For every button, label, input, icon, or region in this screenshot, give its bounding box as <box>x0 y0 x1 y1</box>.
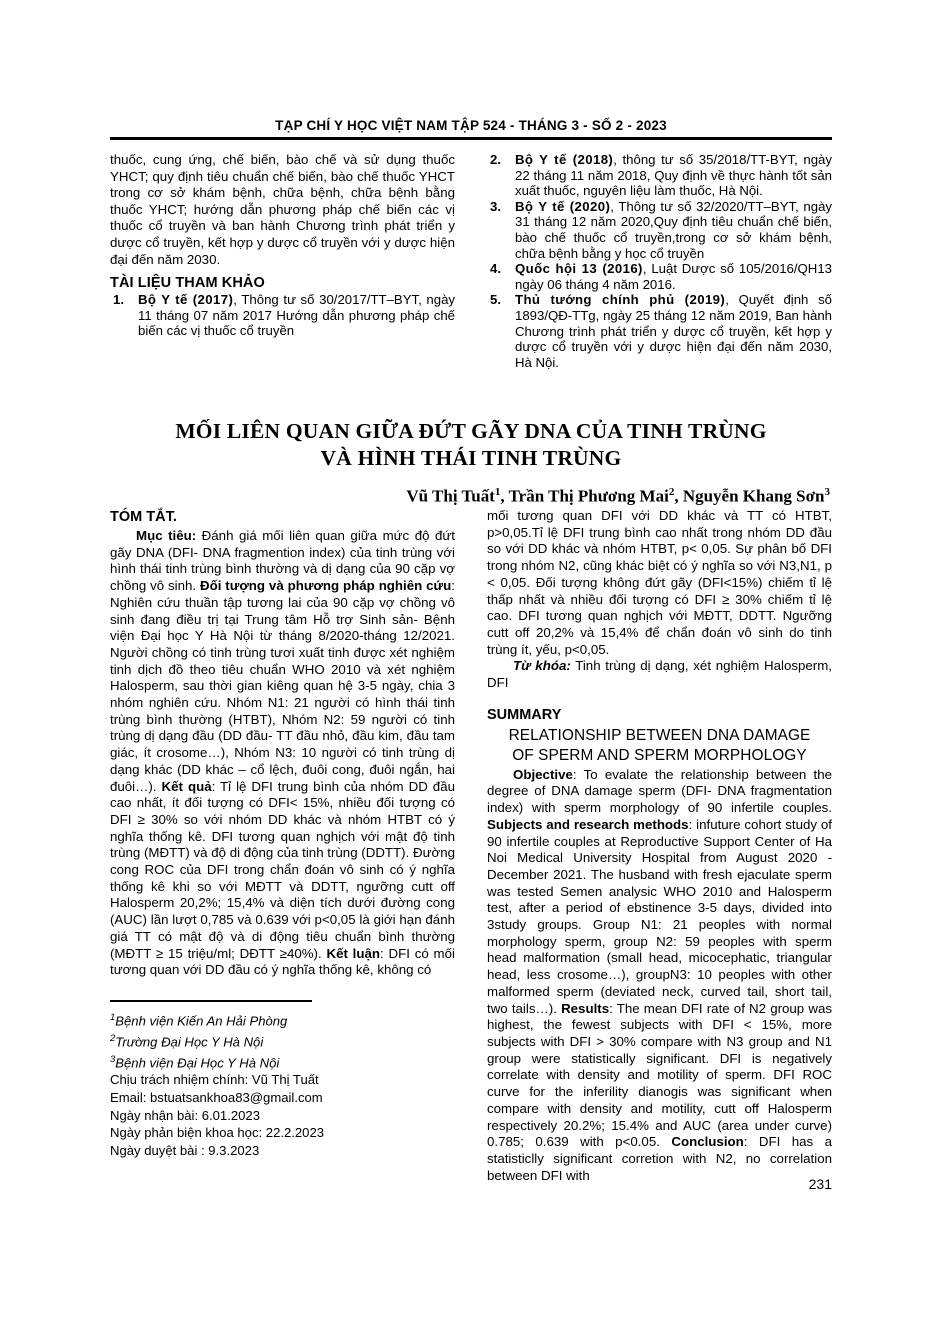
affiliation-1 <box>110 1009 455 1030</box>
affiliation-marker-2: 2 <box>110 1032 116 1044</box>
reference-detail: , Thông tư số 32/2020/TT–BYT, ngày 31 tháng 12 năm 2020,Quy định tiêu chuẩn chế biến, bào chế thuốc cổ truyền,trong cơ sở khám bệnh, chữa bệnh bằng y học cổ truyền <box>515 198 832 261</box>
reference-item <box>487 261 832 292</box>
continuation-paragraph: thuốc, cung ứng, chế biến, bào chế và sử dụng thuốc YHCT; quy định tiêu chuẩn chế biến, bào chế thuốc YHCT trong cơ sở khám bệnh, chữa bệnh, chữa bệnh bằng thuốc YHCT; hướng dẫn phương pháp chế biến các vị thuốc cổ truyền và ban hành Chương trình phát triển y dược cổ truyền, kết hợp y dược cổ truyền với y dược hiện đại đến năm 2030. <box>110 152 455 267</box>
affiliation-marker-1: 1 <box>110 1011 116 1023</box>
footnote-block <box>110 1000 455 1159</box>
reference-detail: , Thông tư số 30/2017/TT–BYT, ngày 11 tháng 07 năm 2017 Hướng dẫn phương pháp chế biến các vị thuốc cổ truyền <box>138 292 455 339</box>
text-results: : Tỉ lệ DFI trung bình của nhóm DD đầu cao nhất, ít đối tượng có DFI< 15%, nhiều đối tượng có DFI ≥ 30% so với nhóm DD khác và nhóm HTBT có ý nghĩa thống kê. DFI tương quan nghịch với mật độ tinh trùng (MĐTT) và độ di động của tinh trùng (DDTT). Đường cong ROC của DFI trong chẩn đoán vô sinh có ý nghĩa thống kê khi so với MĐTT và DDTT, ngưỡng cutt off Halosperm 20,2%; 15,4% và diện tích dưới đường cong (AUC) lần lượt 0,785 và 0.639 với p<0,05 là giới hạn đánh giá TT có mật độ và di động tiêu chuẩn bình thường (MĐTT ≥ 15 triệu/ml; DĐTT ≥40%). <box>110 778 455 961</box>
corresponding-email[interactable]: Email: bstuatsankhoa83@gmail.com <box>110 1090 323 1106</box>
text-conclusion: : DFI có mối tương quan với DD đầu có ý nghĩa thống kê, không có <box>110 945 455 978</box>
label-methods-en: Subjects and research methods <box>487 816 689 832</box>
article-title-block <box>110 418 832 508</box>
reference-list-left <box>110 292 455 339</box>
reference-author: Bộ Y tế (2020) <box>515 198 611 214</box>
label-conclusion: Kết luận <box>326 945 381 961</box>
page-number: 231 <box>808 1176 832 1192</box>
header-rule <box>110 137 832 140</box>
affiliation-marker-3: 3 <box>110 1053 116 1065</box>
affiliation-3-text: Bệnh viện Đại Học Y Hà Nội <box>115 1054 280 1070</box>
continuation-left-column <box>110 152 455 339</box>
text-results-en: : The mean DFI rate of N2 group was highest, the fewest subjects with DFI < 15%, more subjects with DFI > 30% compare with N3 group and N1 group were statistically significant. DFI is negatively correlate with density and motility of sperm. DFI ROC curve for the inferility dianogis was significant when compare with density and motility, cutt off Halosperm respectively 20.2%; 15.4% and AUC (area under curve) 0.785; 0.639 with p<0.05. <box>487 1000 832 1150</box>
text-conclusion-en: : DFI has a statisticlly significant corretion with N2, no correlation between DFI with <box>487 1134 833 1183</box>
label-results-en: Results <box>561 1000 610 1016</box>
label-results: Kết quả <box>161 778 212 794</box>
label-conclusion-en: Conclusion <box>671 1134 744 1150</box>
reference-author: Bộ Y tế (2017) <box>138 292 234 308</box>
date-received: Ngày nhận bài: 6.01.2023 <box>110 1107 260 1123</box>
reference-number: 1. <box>113 292 124 308</box>
article-authors: Vũ Thị Tuất$^1$, Trần Thị Phương Mai$^2$, Nguyễn Khang Sơn$^3$ <box>406 486 830 506</box>
references-heading: TÀI LIỆU THAM KHẢO <box>110 275 265 292</box>
abstract-vi-body <box>110 528 455 979</box>
label-objective: Mục tiêu: <box>136 528 197 543</box>
abstract-en-title-line-2: OF SPERM AND SPERM MORPHOLOGY <box>512 747 807 765</box>
date-accepted: Ngày duyệt bài : 9.3.2023 <box>110 1142 260 1158</box>
abstract-vietnamese <box>110 508 455 979</box>
text-methods-en: : infuture cohort study of 90 infertile couples at Reproductive Support Center of Ha Noi Medical University Hospital from August 2020 - December 2021. The husband with fresh ejaculate sperm was tested Semen analysic WHO 2010 and Halosperm test, after a period of ebstinence 3-5 days, divided into 3study groups. Group N1: 21 peoples with normal morphology sperm, group N2: 59 peoples with sperm head malformation (small head, micocephatic, triangular head, less crosome…), groupN3: 10 peoples with other malformed sperm (deviated neck, curved tail, short tail, two tails…). <box>487 816 832 1016</box>
text-keywords: Tinh trùng dị dạng, xét nghiệm Halosperm, DFI <box>487 658 832 691</box>
reference-detail: , thông tư số 35/2018/TT-BYT, ngày 22 tháng 11 năm 2018, Quy định về thực hành tốt sản xuất thuốc, nguyên liệu làm thuốc, Hà Nội. <box>515 152 832 199</box>
reference-number: 4. <box>490 261 501 277</box>
abstract-en-heading: SUMMARY <box>487 706 562 723</box>
reference-item <box>487 292 832 370</box>
footnote-rule <box>110 1000 312 1002</box>
corresponding-author: Chịu trách nhiệm chính: Vũ Thị Tuất <box>110 1072 319 1088</box>
article-title-line-1: MỐI LIÊN QUAN GIỮA ĐỨT GÃY DNA CỦA TINH TRÙNG <box>175 419 767 443</box>
reference-author: Bộ Y tế (2018) <box>515 152 614 167</box>
running-head: TẠP CHÍ Y HỌC VIỆT NAM TẬP 524 - THÁNG 3 - SỐ 2 - 2023 <box>275 118 667 133</box>
affiliation-3 <box>110 1051 455 1072</box>
text-conclusion-overflow: mối tương quan DFI với DD khác và TT có HTBT, p>0,05.Tỉ lệ DFI trung bình cao nhất trong nhóm DD đầu so với DD khác và nhóm HTBT, p< 0,05. Sự phân bố DFI trong nhóm N2, cũng khác biệt có ý nghĩa so với N3,N1, p < 0,05. Đối tượng không đứt gãy (DFI<15%) chiếm tỉ lệ thấp nhất và nhiều đối tượng có DFI ≥ 30% chiếm tỉ lệ cao. DFI tương quan nghịch với MĐTT, DDTT. Ngưỡng cutt off 20,2% và 15,4% để chẩn đoán vô sinh do tinh trùng ít, yếu, p<0,05. <box>487 508 832 657</box>
text-objective: Đánh giá mối liên quan giữa mức độ đứt gãy DNA (DFI- DNA fragmention index) của tinh trùng với hình thái tinh trùng bình thường và dị dạng của 90 cặp vợ chồng vô sinh. <box>110 528 455 594</box>
reference-item <box>487 199 832 261</box>
reference-list-right <box>487 152 832 370</box>
label-keywords: Từ khóa: <box>513 658 571 674</box>
label-methods: Đối tượng và phương pháp nghiên cứu <box>200 578 452 594</box>
text-objective-en: : To evalate the relationship between the degree of DNA damage sperm (DFI- DNA fragmentation index) with sperm morphology of 90 infertile couples. <box>487 766 832 816</box>
reference-item <box>487 152 832 199</box>
reference-number: 5. <box>490 292 501 308</box>
reference-author: Quốc hội 13 (2016) <box>515 261 643 277</box>
reference-number: 3. <box>490 198 501 214</box>
reference-item <box>110 292 455 339</box>
article-title-line-2: VÀ HÌNH THÁI TINH TRÙNG <box>320 446 622 470</box>
continuation-right-column <box>487 152 832 370</box>
abstract-en-title-line-1: RELATIONSHIP BETWEEN DNA DAMAGE <box>508 726 811 744</box>
text-methods: : Nghiên cứu thuần tập tương lai của 90 cặp vợ chồng vô sinh đang điều trị tại Trung tâm Hỗ trợ Sinh sản- Bệnh viện Đại học Y Hà Nội từ tháng 8/2020-tháng 12/2021. Người chồng có tinh trùng tươi xuất tinh được xét nghiệm tinh dịch đồ theo tiêu chuẩn WHO 2010 và xét nghiệm Halosperm, sau thời gian kiêng quan hệ 3-5 ngày, chia 3 nhóm nghiên cứu. Nhóm N1: 21 người có hình thái tinh trùng bình thường (HTBT), Nhóm N2: 59 người có tinh trùng dị dạng đầu (DD đầu- TT đầu nhỏ, đầu kim, đầu tam giác, ít crosome…), Nhóm N3: 10 người có tinh trùng dị dạng khác (DD khác – cổ lệch, đuôi cong, đuôi ngắn, hai đuôi…). <box>110 578 455 794</box>
affiliation-1-text: Bệnh viện Kiến An Hải Phòng <box>115 1012 288 1028</box>
reference-author: Thủ tướng chính phủ (2019) <box>515 292 726 308</box>
abstract-en-body <box>487 767 832 1185</box>
label-objective-en: Objective <box>513 766 573 782</box>
reference-detail: , Quyết định số 1893/QĐ-TTg, ngày 25 tháng 12 năm 2019, Ban hành Chương trình phát triển y dược cổ truyền, kết hợp y dược cổ truyền với y dược hiện đại đến năm 2030, Hà Nội. <box>515 292 832 370</box>
reference-detail: , Luật Dược số 105/2016/QH13 ngày 06 tháng 4 năm 2016. <box>515 261 833 292</box>
affiliation-2-text: Trường Đại Học Y Hà Nội <box>115 1033 264 1049</box>
abstract-vi-keywords <box>487 658 832 691</box>
abstract-vi-heading: TÓM TẮT. <box>110 509 177 525</box>
date-reviewed: Ngày phản biện khoa học: 22.2.2023 <box>110 1125 325 1141</box>
abstract-vi-overflow <box>487 508 832 658</box>
reference-number: 2. <box>490 152 501 167</box>
affiliation-2 <box>110 1030 455 1051</box>
abstract-english <box>487 508 832 1184</box>
